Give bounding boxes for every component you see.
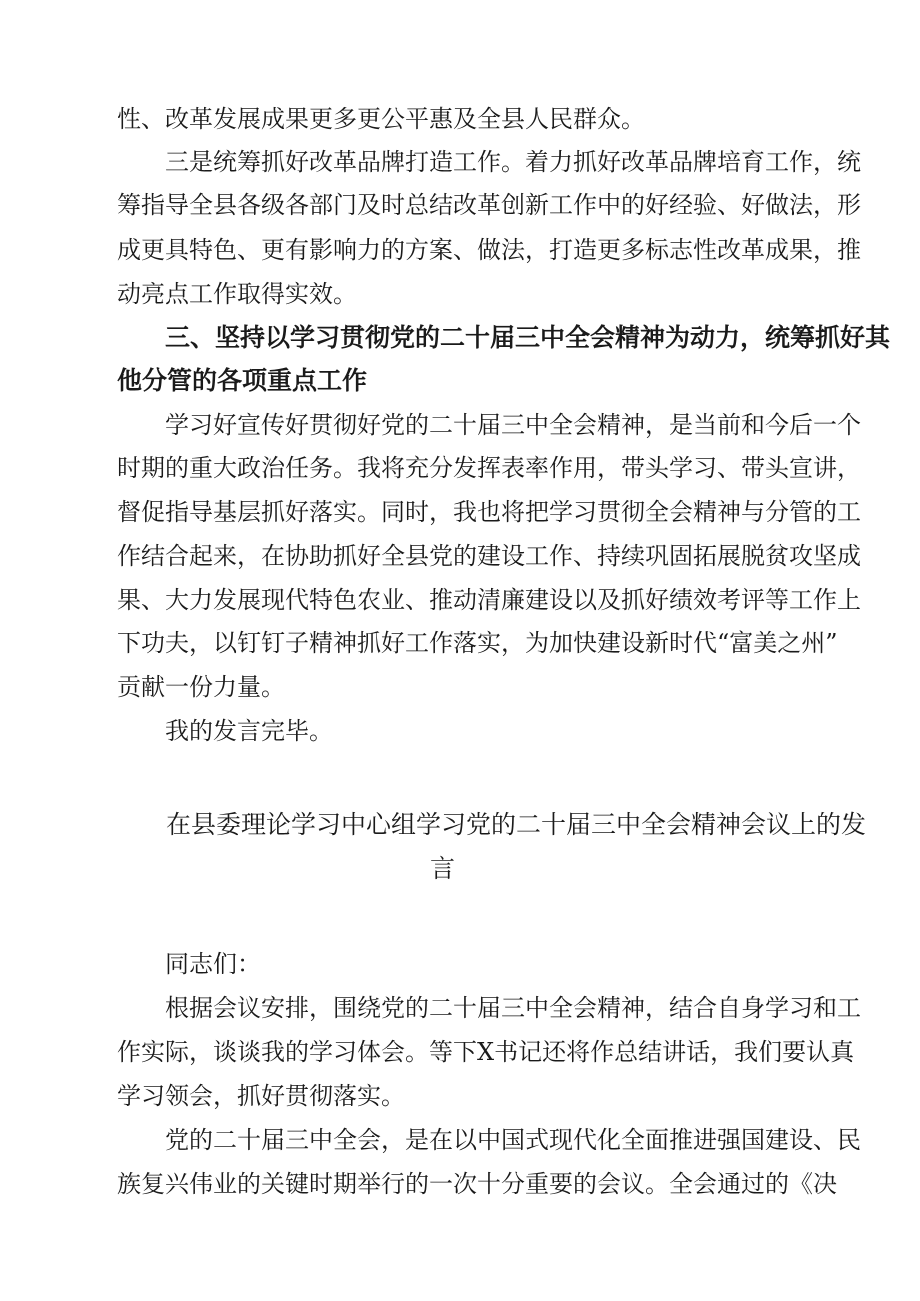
paragraph-line: 时期的重大政治任务。我将充分发挥表率作用，带头学习、带头宣讲，	[117, 454, 861, 482]
paragraph-line: 作实际，谈谈我的学习体会。等下X书记还将作总结讲话，我们要认真	[117, 1038, 855, 1066]
paragraph-line: 筹指导全县各级各部门及时总结改革创新工作中的好经验、好做法，形	[117, 191, 861, 219]
closing-line: 我的发言完毕。	[165, 717, 333, 745]
salutation: 同志们：	[165, 950, 261, 978]
paragraph-line: 果、大力发展现代特色农业、推动清廉建设以及抓好绩效考评等工作上	[117, 586, 861, 614]
paragraph-line: 党的二十届三中全会，是在以中国式现代化全面推进强国建设、民	[165, 1126, 861, 1154]
paragraph-line: 贡献一份力量。	[117, 673, 285, 701]
section-heading: 他分管的各项重点工作	[117, 366, 368, 395]
paragraph-line: 动亮点工作取得实效。	[117, 280, 357, 308]
paragraph-line: 下功夫，以钉钉子精神抓好工作落实，为加快建设新时代“富美之州”	[117, 629, 838, 657]
paragraph-line: 三是统筹抓好改革品牌打造工作。着力抓好改革品牌培育工作，统	[165, 148, 861, 176]
paragraph-line: 族复兴伟业的关键时期举行的一次十分重要的会议。全会通过的《决	[117, 1170, 837, 1198]
paragraph-line: 性、改革发展成果更多更公平惠及全县人民群众。	[117, 105, 645, 133]
paragraph-line: 成更具特色、更有影响力的方案、做法，打造更多标志性改革成果，推	[117, 236, 861, 264]
speech-title: 在县委理论学习中心组学习党的二十届三中全会精神会议上的发	[166, 810, 867, 839]
paragraph-line: 学习好宣传好贯彻好党的二十届三中全会精神，是当前和今后一个	[165, 411, 861, 439]
speech-title: 言	[430, 854, 456, 883]
section-heading: 三、坚持以学习贯彻党的二十届三中全会精神为动力，统筹抓好其	[165, 323, 891, 352]
paragraph-line: 根据会议安排，围绕党的二十届三中全会精神，结合自身学习和工	[165, 994, 861, 1022]
paragraph-line: 作结合起来，在协助抓好全县党的建设工作、持续巩固拓展脱贫攻坚成	[117, 542, 861, 570]
paragraph-line: 督促指导基层抓好落实。同时，我也将把学习贯彻全会精神与分管的工	[117, 498, 861, 526]
paragraph-line: 学习领会，抓好贯彻落实。	[117, 1082, 405, 1110]
